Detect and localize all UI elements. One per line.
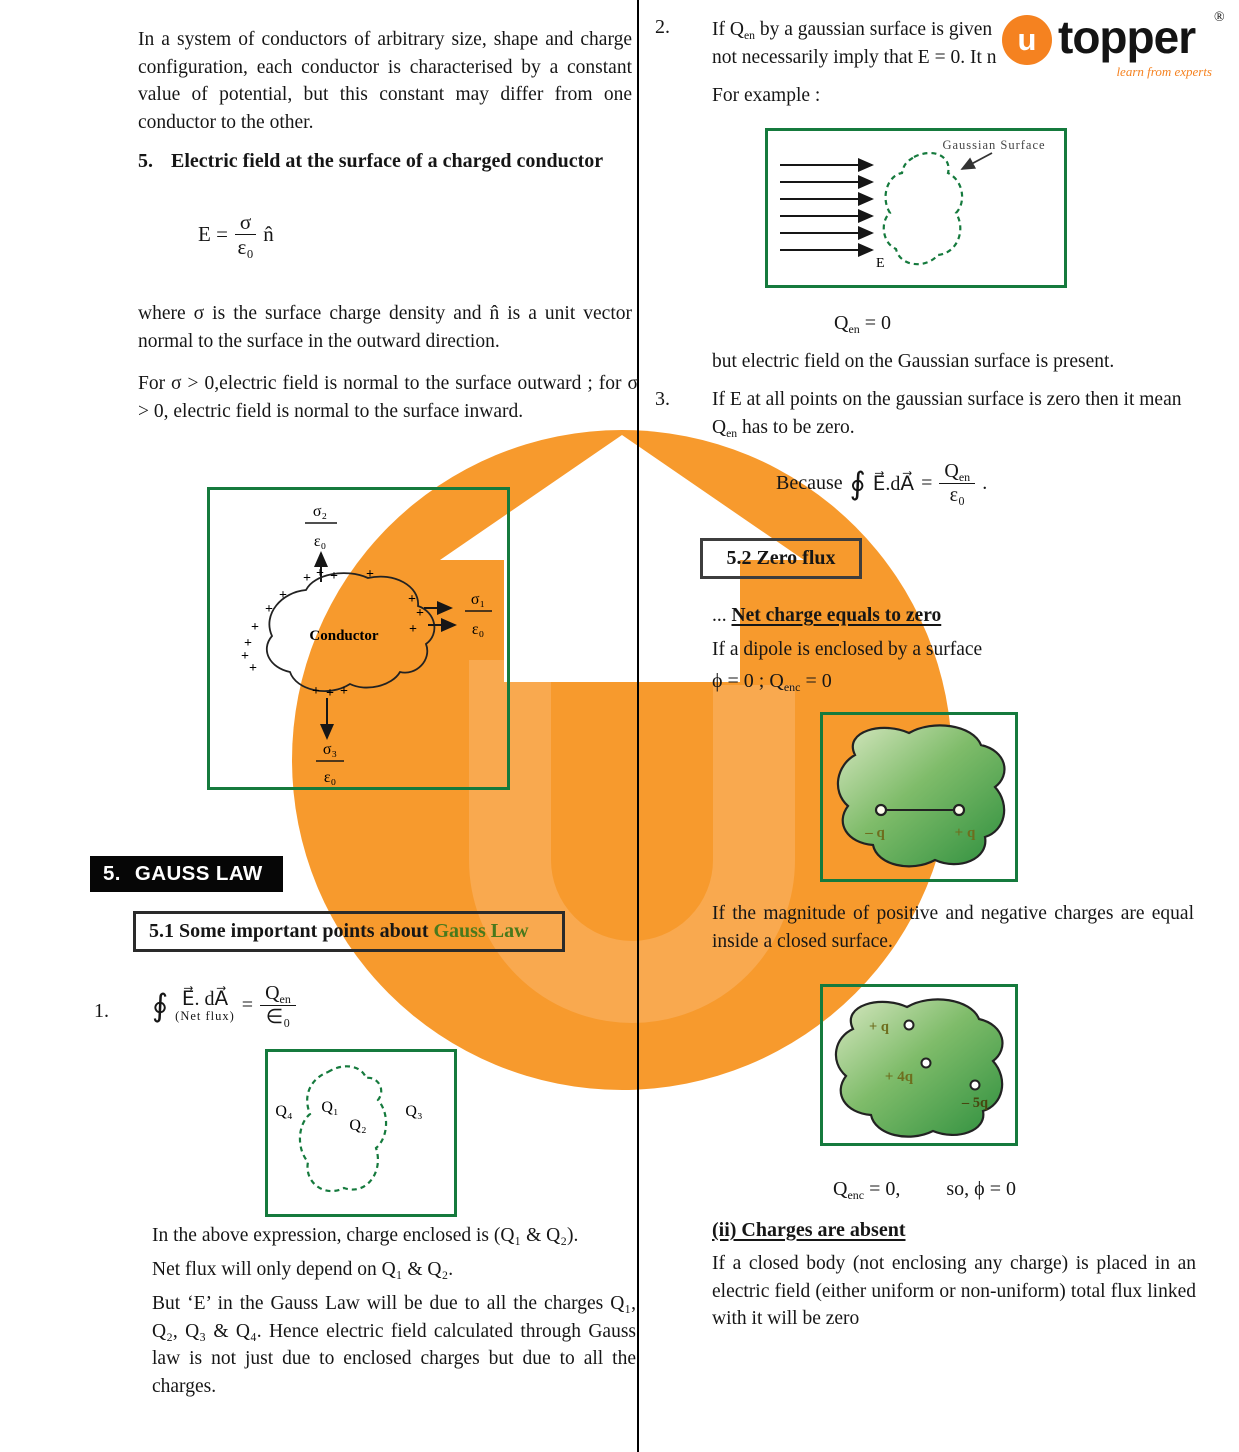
conductor-figure-svg — [210, 490, 507, 787]
minus-5q-label: – 5q — [961, 1095, 989, 1111]
gaussian-surface-dashed-blob — [300, 1066, 386, 1191]
so-phi-zero: so, ϕ = 0 — [946, 1178, 1016, 1200]
unit-normal-vector: n̂ — [263, 222, 274, 247]
conductor-figure — [207, 487, 510, 790]
minus-q-label: – q — [865, 825, 885, 841]
green-body-blob — [838, 725, 1005, 866]
closed-body-paragraph: If a closed body (not enclosing any charge) is placed in an electric field (either uniform or non-uniform) total flux linked with it will be zero — [712, 1253, 1196, 1330]
plus-sign: + — [326, 686, 334, 701]
plus-sign: + — [366, 567, 374, 582]
charge-q1-label: Q₁ — [321, 1099, 339, 1116]
gaussian-surface-figure — [765, 128, 1067, 288]
item-2-line1 — [712, 16, 992, 44]
q-subscript: enc — [783, 679, 801, 694]
fraction-denominator: ε₀ — [949, 484, 965, 506]
because-formula — [776, 460, 987, 507]
qenc-expression — [833, 1178, 900, 1201]
enclosed-charges-svg — [268, 1052, 454, 1214]
brand-name: topper — [1058, 11, 1196, 63]
enclosed-charge-paragraph: In the above expression, charge enclosed is (Q₁ & Q₂). — [152, 1225, 579, 1246]
formula-lhs: E = — [198, 222, 228, 247]
plus-4q-label: + 4q — [884, 1069, 914, 1085]
item-2-number: 2. — [655, 16, 670, 38]
plus-sign: + — [340, 684, 348, 699]
fraction-denominator: ε₀ — [237, 235, 254, 260]
charge-q4-label: Q₄ — [275, 1103, 293, 1120]
charge-dot-4q — [922, 1059, 931, 1068]
sigma3-label: σ₃ — [322, 741, 338, 758]
phi-expression: ϕ = 0 ; Q — [712, 670, 784, 692]
sigma-over-eps0-fraction — [235, 210, 256, 259]
subsection-5-1-box — [133, 911, 565, 952]
section-5-heading — [138, 150, 603, 173]
phi-zero-line — [712, 670, 832, 693]
qen-zero-line — [834, 312, 891, 335]
fraction-numerator: σ — [235, 210, 256, 235]
for-example-label: For example : — [712, 85, 821, 106]
q-subscript: en — [848, 321, 860, 336]
ellipsis: ... — [712, 605, 727, 626]
closed-integral-symbol: ∮ — [152, 988, 169, 1023]
plus-sign: + — [249, 661, 257, 676]
item-3-line2 — [712, 414, 855, 442]
net-flux-label: (Net flux) — [175, 1008, 235, 1023]
q-symbol: Q — [833, 1178, 848, 1200]
charges-absent-heading: (ii) Charges are absent — [712, 1219, 906, 1241]
brand-tagline: learn from experts — [1116, 64, 1212, 79]
sigma2-label: σ₂ — [312, 503, 328, 520]
eps0-label: ε₀ — [471, 621, 485, 638]
net-charge-underlined: Net charge equals to zero — [731, 605, 942, 626]
dipole-line: If a dipole is enclosed by a surface — [712, 639, 983, 660]
q-symbol: Q — [712, 417, 727, 438]
fraction-numerator — [939, 460, 975, 484]
closed-integral-symbol: ∮ — [849, 466, 866, 501]
plus-sign: + — [244, 636, 252, 651]
magnitude-paragraph: If the magnitude of positive and negative charges are equal inside a closed surface. — [712, 903, 1194, 952]
intro-paragraph: In a system of conductors of arbitrary size, shape and charge configuration, each conductor is characterised by a constant value of potential, but this constant may differ from one conductor to the other. — [138, 29, 632, 134]
net-charge-line — [712, 602, 941, 630]
plus-sign: + — [416, 606, 424, 621]
efield-formula — [198, 210, 274, 259]
integrand-stack — [175, 988, 235, 1024]
gaussian-surface-dashed-blob — [884, 153, 962, 264]
plus-sign: + — [279, 588, 287, 603]
fraction-numerator — [260, 982, 296, 1006]
topper-logo-icon — [1002, 15, 1052, 65]
equals-sign: = — [921, 472, 933, 494]
plus-sign: + — [251, 620, 259, 635]
qen-over-eps0-fraction — [260, 982, 296, 1029]
plus-q-label: + q — [869, 1019, 889, 1035]
section-number: 5. — [138, 150, 153, 172]
integrand-e-da: E⃗. dA⃗ — [181, 987, 229, 1010]
plus-sign: + — [316, 566, 324, 581]
field-present-line: but electric field on the Gaussian surface is present. — [712, 351, 1115, 372]
eps0-label: ε₀ — [313, 533, 327, 550]
gaussian-surface-label: Gaussian Surface — [942, 138, 1046, 152]
e-field-label: E — [876, 256, 885, 271]
subsection-5-1-text: 5.1 Some important points about — [149, 920, 434, 942]
item-2-pre: If Q — [712, 19, 744, 40]
item-3-number: 3. — [655, 388, 670, 410]
net-flux-paragraph: Net flux will only depend on Q₁ & Q₂. — [152, 1259, 454, 1280]
subsection-5-1-accent: Gauss Law — [433, 920, 529, 942]
q-subscript: en — [958, 469, 971, 484]
dipole-figure-svg — [823, 715, 1015, 879]
plus-sign: + — [241, 649, 249, 664]
column-divider — [637, 0, 639, 1452]
period: . — [982, 472, 988, 494]
dipole-figure — [820, 712, 1018, 882]
multiple-charges-figure — [820, 984, 1018, 1146]
gauss-law-number: 5. — [103, 862, 121, 885]
positive-charge-dot — [954, 805, 964, 815]
item-2-rest: by a gaussian surface is given — [754, 19, 993, 40]
because-word: Because — [776, 472, 843, 494]
gauss-law-title: GAUSS LAW — [134, 862, 263, 885]
item-3-rest: has to be zero. — [737, 417, 855, 438]
charge-dot-minus5q — [971, 1081, 980, 1090]
enclosed-charges-figure — [265, 1049, 457, 1217]
q-symbol: Q — [265, 982, 280, 1004]
topper-logo-letter: u — [1017, 22, 1037, 57]
charge-q2-label: Q₂ — [349, 1117, 367, 1134]
label-pointer-arrow — [962, 153, 992, 169]
eps0-label: ε₀ — [323, 769, 337, 786]
equals-zero: = 0 — [859, 312, 892, 334]
registered-mark: ® — [1214, 10, 1225, 25]
gauss-law-heading — [90, 856, 283, 892]
q-subscript: en — [279, 991, 291, 1006]
plus-sign: + — [265, 602, 273, 617]
negative-charge-dot — [876, 805, 886, 815]
q-subscript: enc — [847, 1187, 865, 1202]
q-symbol: Q — [834, 312, 849, 334]
conductor-label: Conductor — [309, 628, 379, 644]
all-charges-paragraph: But ‘E’ in the Gauss Law will be due to all the charges Q₁, Q₂, Q₃ & Q₄. Hence electric field calculated through Gauss law is not just due to enclosed charges but due to all the charges. — [152, 1293, 636, 1398]
fraction-denominator: ∈₀ — [265, 1006, 291, 1028]
section-title: Electric field at the surface of a charged conductor — [171, 150, 604, 172]
gauss-law-formula — [152, 982, 296, 1029]
charge-dot-q — [905, 1021, 914, 1030]
subsection-5-2-box: 5.2 Zero flux — [700, 538, 862, 579]
equals-zero: = 0, — [864, 1178, 901, 1200]
item-1-number: 1. — [94, 1000, 109, 1022]
gaussian-surface-svg — [768, 131, 1064, 285]
for-sigma-paragraph: For σ > 0,electric field is normal to the surface outward ; for σ > 0, electric field is normal to the surface inward. — [138, 373, 638, 422]
where-sigma-paragraph: where σ is the surface charge density and n̂ is a unit vector normal to the surface in the outward direction. — [138, 303, 632, 352]
plus-sign: + — [409, 622, 417, 637]
integrand-e-da: E⃗.dA⃗ — [872, 473, 915, 495]
q-symbol: Q — [944, 460, 959, 482]
green-body-blob — [836, 999, 1003, 1136]
equals-sign: = — [241, 994, 254, 1016]
item-2-line2: not necessarily imply that E = 0. It n — [712, 47, 997, 68]
qen-over-eps0-fraction — [939, 460, 975, 507]
plus-q-label: + q — [954, 825, 976, 841]
multiple-charges-svg — [823, 987, 1015, 1143]
sigma1-label: σ₁ — [470, 591, 486, 608]
plus-sign: + — [312, 684, 320, 699]
q-subscript: en — [726, 426, 738, 440]
plus-sign: + — [303, 571, 311, 586]
charge-q3-label: Q₃ — [405, 1103, 423, 1120]
plus-sign: + — [408, 592, 416, 607]
equals-zero: = 0 — [800, 670, 832, 692]
qenc-zero-line — [833, 1178, 1016, 1201]
item-2-sub: en — [743, 28, 755, 42]
plus-sign: + — [330, 569, 338, 584]
item-3-line1: If E at all points on the gaussian surface is zero then it mean — [712, 389, 1182, 410]
